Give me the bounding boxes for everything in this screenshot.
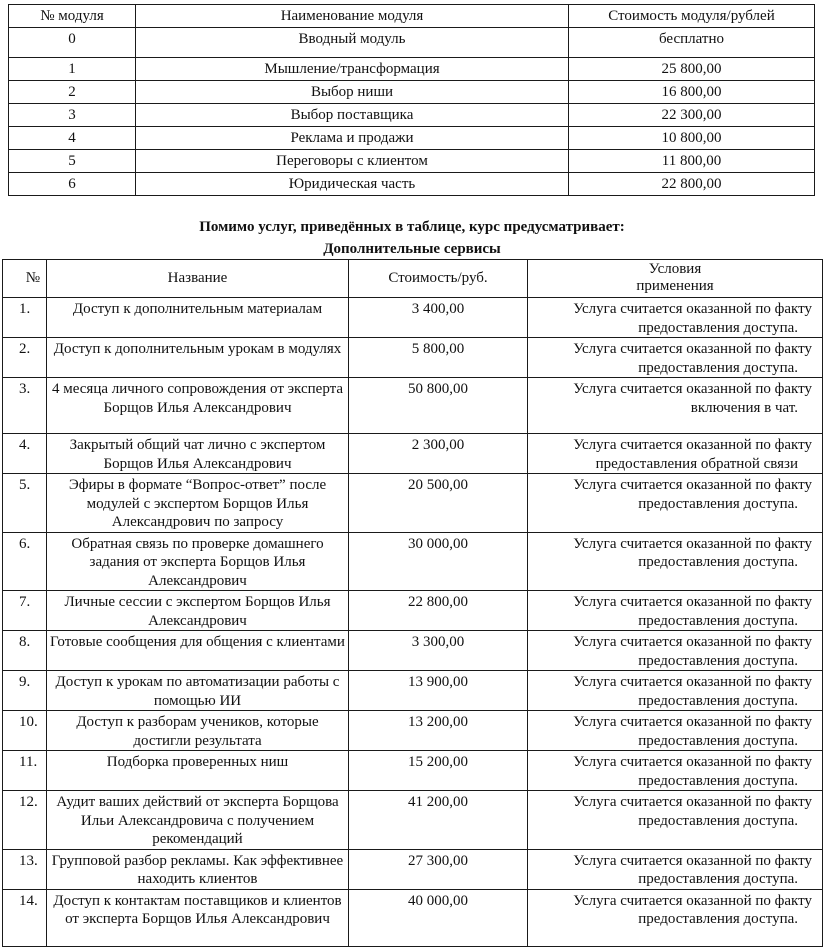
conditions-header-line1: Условия [648, 261, 702, 277]
service-name: Групповой разбор рекламы. Как эффективнее находить клиентов [47, 849, 349, 889]
column-header-price: Стоимость/руб. [349, 260, 528, 298]
module-price: 25 800,00 [569, 58, 815, 81]
conditions-line2: предоставления доступа. [638, 495, 798, 512]
service-conditions [528, 791, 823, 850]
service-conditions [528, 474, 823, 533]
services-heading: Дополнительные сервисы [323, 241, 501, 257]
conditions-line2: предоставления доступа. [638, 319, 798, 336]
module-price: 22 300,00 [569, 104, 815, 127]
intro-heading: Помимо услуг, приведённых в таблице, курс предусматривает: [199, 219, 625, 235]
table-row [3, 671, 823, 711]
module-price: 22 800,00 [569, 173, 815, 196]
table-row [3, 298, 823, 338]
module-number: 4 [9, 127, 136, 150]
conditions-line1: Услуга считается оказанной по факту [573, 477, 812, 493]
conditions-line1: Услуга считается оказанной по факту [573, 594, 812, 610]
module-name: Реклама и продажи [136, 127, 569, 150]
table-row [3, 591, 823, 631]
table-row [9, 173, 815, 196]
module-name: Переговоры с клиентом [136, 150, 569, 173]
conditions-line1: Услуга считается оказанной по факту [573, 794, 812, 810]
service-name: Подборка проверенных ниш [47, 751, 349, 791]
service-conditions [528, 298, 823, 338]
conditions-line2: предоставления доступа. [638, 359, 798, 376]
service-number: 8. [3, 631, 47, 671]
service-number: 1. [3, 298, 47, 338]
module-price: 11 800,00 [569, 150, 815, 173]
service-name: Эфиры в формате “Вопрос-ответ” после модулей с экспертом Борщов Илья Александрович по запросу [47, 474, 349, 533]
service-price: 40 000,00 [349, 889, 528, 946]
conditions-line1: Услуга считается оказанной по факту [573, 674, 812, 690]
conditions-line2: предоставления доступа. [638, 911, 798, 927]
services-header-row [3, 260, 823, 298]
module-number: 1 [9, 58, 136, 81]
table-row [3, 889, 823, 946]
service-name: Закрытый общий чат лично с экспертом Борщов Илья Александрович [47, 434, 349, 474]
table-row [9, 81, 815, 104]
table-row [3, 751, 823, 791]
service-conditions [528, 631, 823, 671]
conditions-line2: включения в чат. [690, 399, 798, 416]
column-header-conditions [528, 260, 823, 298]
table-row [3, 631, 823, 671]
service-name: Доступ к урокам по автоматизации работы с помощью ИИ [47, 671, 349, 711]
service-number: 4. [3, 434, 47, 474]
service-name: Доступ к разборам учеников, которые достигли результата [47, 711, 349, 751]
service-price: 3 400,00 [349, 298, 528, 338]
table-row [3, 849, 823, 889]
service-price: 22 800,00 [349, 591, 528, 631]
service-conditions [528, 532, 823, 591]
conditions-line2: предоставления доступа. [638, 652, 798, 669]
service-price: 15 200,00 [349, 751, 528, 791]
table-row [9, 104, 815, 127]
service-price: 50 800,00 [349, 378, 528, 434]
service-price: 20 500,00 [349, 474, 528, 533]
conditions-line1: Услуга считается оказанной по факту [573, 341, 812, 357]
service-conditions [528, 378, 823, 434]
module-name: Выбор ниши [136, 81, 569, 104]
service-number: 7. [3, 591, 47, 631]
service-conditions [528, 434, 823, 474]
modules-table [8, 4, 815, 196]
service-price: 2 300,00 [349, 434, 528, 474]
service-number: 11. [3, 751, 47, 791]
conditions-line1: Услуга считается оказанной по факту [573, 754, 812, 770]
conditions-line2: предоставления доступа. [638, 812, 798, 829]
column-header-module-name: Наименование модуля [136, 5, 569, 28]
module-name: Мышление/трансформация [136, 58, 569, 81]
service-conditions [528, 671, 823, 711]
service-number: 9. [3, 671, 47, 711]
conditions-line2: предоставления доступа. [638, 772, 798, 789]
table-row [3, 378, 823, 434]
module-name: Вводный модуль [136, 28, 569, 58]
service-name: Доступ к дополнительным материалам [47, 298, 349, 338]
table-row [9, 127, 815, 150]
column-header-module-number: № модуля [9, 5, 136, 28]
conditions-line1: Услуга считается оказанной по факту [573, 634, 812, 650]
conditions-line2: предоставления доступа. [638, 554, 798, 570]
conditions-line1: Услуга считается оказанной по факту [573, 535, 812, 552]
conditions-line2: предоставления доступа. [638, 692, 798, 709]
service-name: Обратная связь по проверке домашнего задания от эксперта Борщов Илья Александрович [47, 532, 349, 591]
column-header-module-price: Стоимость модуля/рублей [569, 5, 815, 28]
conditions-line1: Услуга считается оказанной по факту [573, 852, 812, 869]
service-name: 4 месяца личного сопровождения от эксперта Борщов Илья Александрович [47, 378, 349, 434]
table-row [3, 532, 823, 591]
service-name: Готовые сообщения для общения с клиентами [47, 631, 349, 671]
service-number: 5. [3, 474, 47, 533]
service-conditions [528, 751, 823, 791]
services-table [2, 259, 823, 947]
column-header-number: № [3, 260, 47, 298]
module-price: бесплатно [569, 28, 815, 58]
service-conditions [528, 591, 823, 631]
service-number: 10. [3, 711, 47, 751]
service-price: 13 900,00 [349, 671, 528, 711]
service-name: Аудит ваших действий от эксперта Борщова Ильи Александровича с получением рекомендаций [47, 791, 349, 850]
service-conditions [528, 849, 823, 889]
conditions-line2: предоставления доступа. [638, 732, 798, 749]
module-name: Юридическая часть [136, 173, 569, 196]
table-row [3, 434, 823, 474]
modules-header-row [9, 5, 815, 28]
service-number: 6. [3, 532, 47, 591]
service-price: 41 200,00 [349, 791, 528, 850]
conditions-line1: Услуга считается оказанной по факту [573, 437, 812, 453]
conditions-line1: Услуга считается оказанной по факту [573, 714, 812, 730]
conditions-line2: предоставления обратной связи [595, 455, 798, 472]
service-price: 5 800,00 [349, 338, 528, 378]
module-number: 5 [9, 150, 136, 173]
module-price: 10 800,00 [569, 127, 815, 150]
table-row [3, 791, 823, 850]
module-number: 2 [9, 81, 136, 104]
service-name: Доступ к контактам поставщиков и клиентов от эксперта Борщов Илья Александрович [47, 889, 349, 946]
table-row [3, 338, 823, 378]
service-number: 14. [3, 889, 47, 946]
module-number: 6 [9, 173, 136, 196]
table-row [9, 150, 815, 173]
service-conditions [528, 889, 823, 946]
conditions-line2: предоставления доступа. [638, 871, 798, 887]
conditions-line2: предоставления доступа. [638, 612, 798, 629]
conditions-line1: Услуга считается оказанной по факту [573, 381, 812, 397]
conditions-header-line2: применения [636, 278, 714, 294]
service-price: 30 000,00 [349, 532, 528, 591]
table-row [9, 58, 815, 81]
service-number: 13. [3, 849, 47, 889]
service-number: 3. [3, 378, 47, 434]
service-price: 13 200,00 [349, 711, 528, 751]
service-name: Доступ к дополнительным урокам в модулях [47, 338, 349, 378]
conditions-line1: Услуга считается оказанной по факту [573, 892, 812, 909]
table-row [9, 28, 815, 58]
table-row [3, 474, 823, 533]
service-number: 2. [3, 338, 47, 378]
service-conditions [528, 711, 823, 751]
service-conditions [528, 338, 823, 378]
service-number: 12. [3, 791, 47, 850]
conditions-line1: Услуга считается оказанной по факту [573, 301, 812, 317]
service-price: 3 300,00 [349, 631, 528, 671]
service-name: Личные сессии с экспертом Борщов Илья Александрович [47, 591, 349, 631]
module-price: 16 800,00 [569, 81, 815, 104]
column-header-name: Название [47, 260, 349, 298]
module-number: 0 [9, 28, 136, 58]
module-number: 3 [9, 104, 136, 127]
service-price: 27 300,00 [349, 849, 528, 889]
table-row [3, 711, 823, 751]
module-name: Выбор поставщика [136, 104, 569, 127]
